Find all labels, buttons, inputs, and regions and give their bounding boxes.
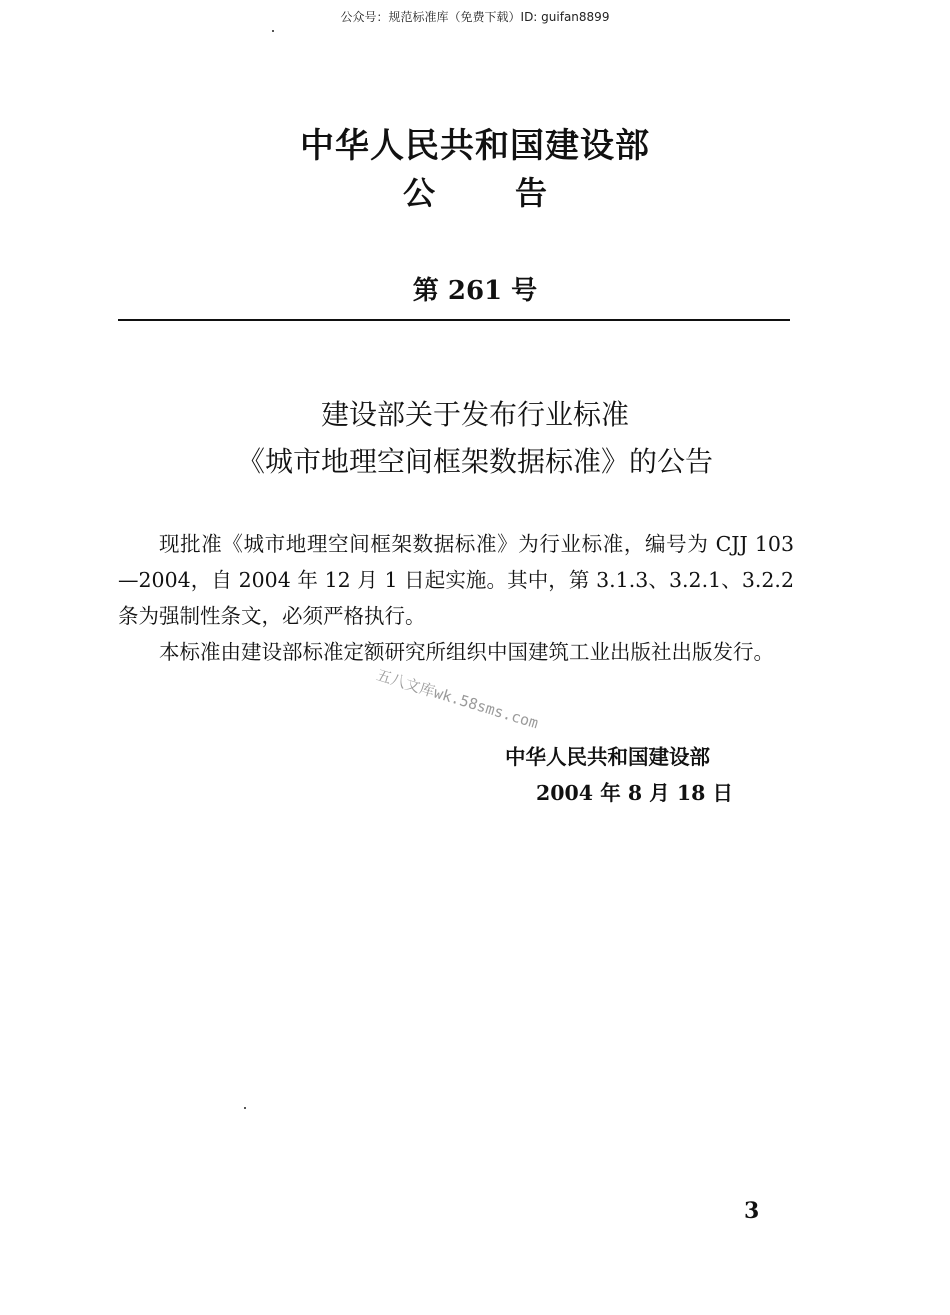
page-number: 3 xyxy=(744,1198,760,1224)
scan-speck xyxy=(244,1107,246,1109)
scan-speck xyxy=(272,30,274,32)
body-paragraph-2 xyxy=(118,634,794,670)
signature-date: 2004 年 8 月 18 日 xyxy=(536,781,734,805)
title-line-1: 建设部关于发布行业标准 xyxy=(320,398,629,431)
announcement-char-left: 公 xyxy=(402,174,435,212)
title-line-2: 《城市地理空间框架数据标准》的公告 xyxy=(236,445,713,478)
watermark: 五八文库wk.58sms.com xyxy=(374,665,541,733)
body-paragraph-1 xyxy=(118,526,794,634)
paragraph-1-text: 现批准《城市地理空间框架数据标准》为行业标准，编号为 CJJ 103—2004，自 2004 年 12 月 1 日起实施。其中，第 3.1.3、3.2.1、3.2.2 条为强制性条文，必须严格执行。 xyxy=(118,532,794,628)
header-divider xyxy=(118,319,790,321)
top-note: 公众号：规范标准库（免费下载）ID: guifan8899 xyxy=(340,10,610,24)
ministry-heading: 中华人民共和国建设部 xyxy=(300,126,650,166)
signature-organization: 中华人民共和国建设部 xyxy=(505,745,710,769)
announcement-char-right: 告 xyxy=(515,174,548,212)
paragraph-2-text: 本标准由建设部标准定额研究所组织中国建筑工业出版社出版发行。 xyxy=(159,640,774,664)
announcement-heading xyxy=(0,168,950,214)
announcement-number: 第 261 号 xyxy=(412,276,538,306)
